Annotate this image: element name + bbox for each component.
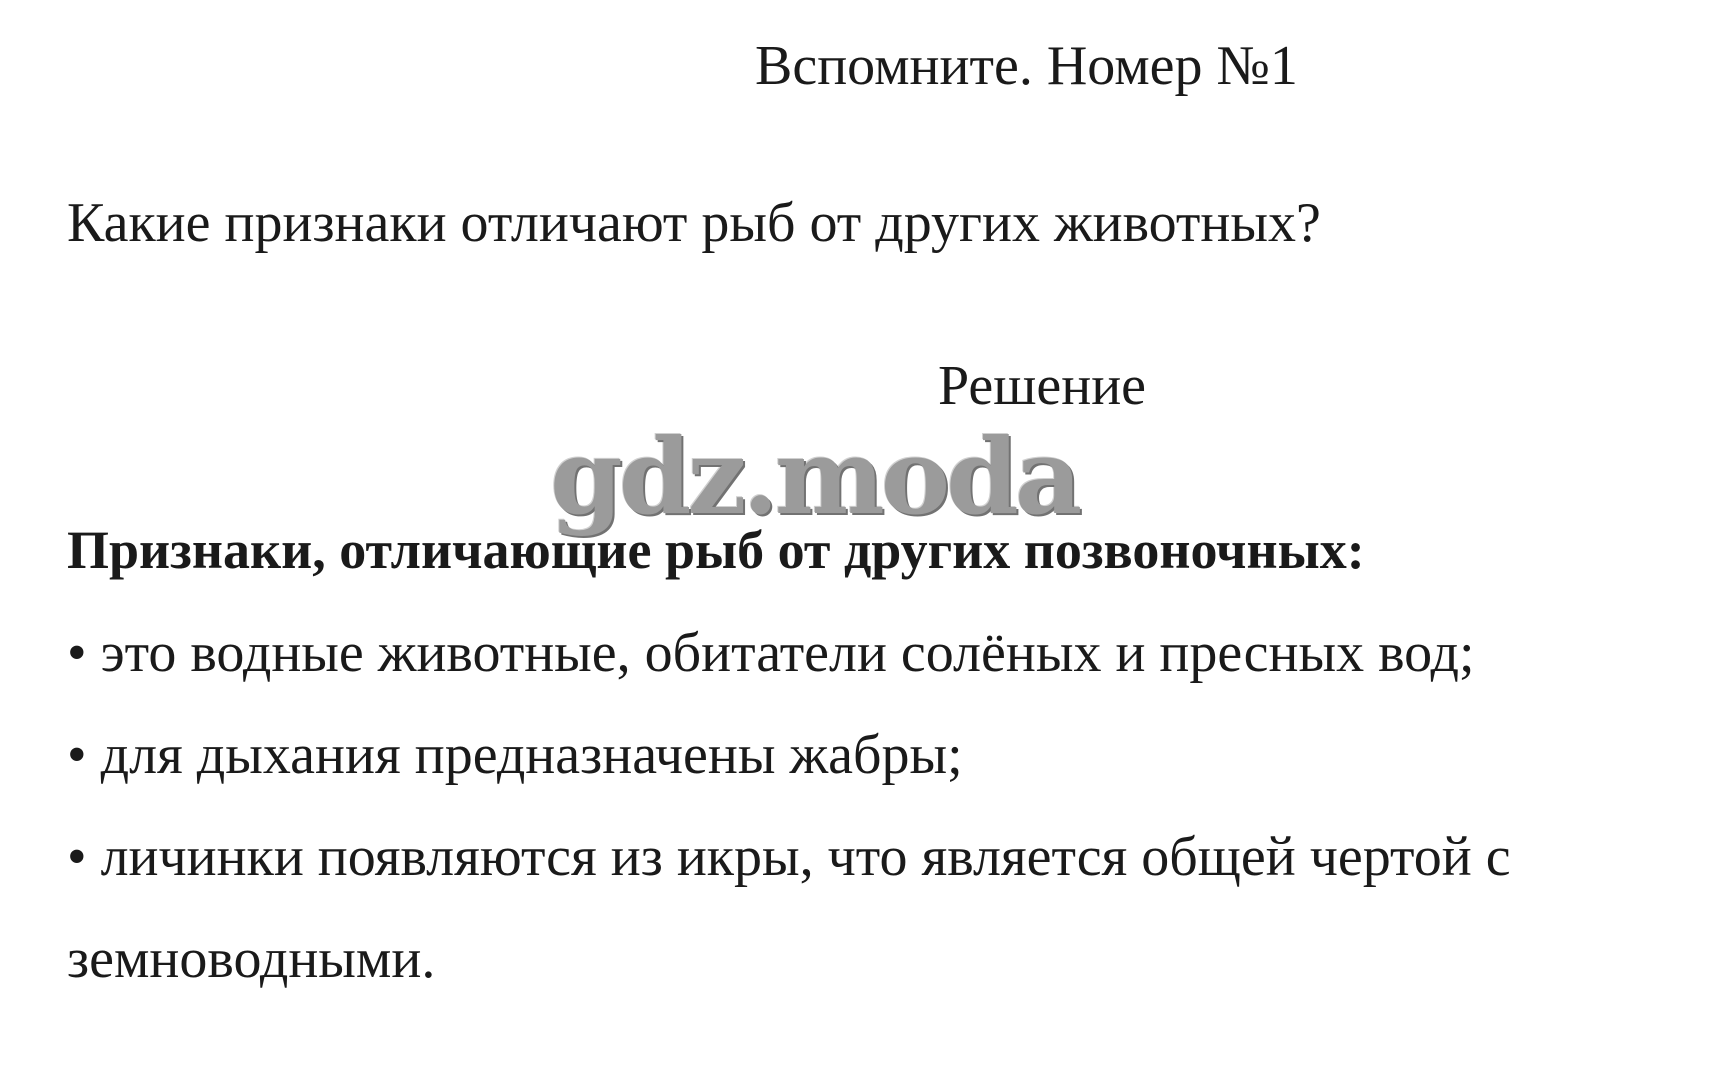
page-title: Вспомните. Номер №1 xyxy=(755,35,1298,97)
answer-line: • личинки появляются из икры, что является общей чертой с xyxy=(67,826,1511,888)
answer-line: • это водные животные, обитатели солёных и пресных вод; xyxy=(67,622,1475,684)
answer-line: • для дыхания предназначены жабры; xyxy=(67,724,963,786)
answer-heading: Признаки, отличающие рыб от других позвоночных: xyxy=(67,520,1365,580)
solution-label: Решение xyxy=(938,355,1147,417)
watermark-logo: gdz.moda xyxy=(550,415,1079,538)
question-text: Какие признаки отличают рыб от других животных? xyxy=(67,192,1321,254)
answer-line: земноводными. xyxy=(67,928,436,990)
